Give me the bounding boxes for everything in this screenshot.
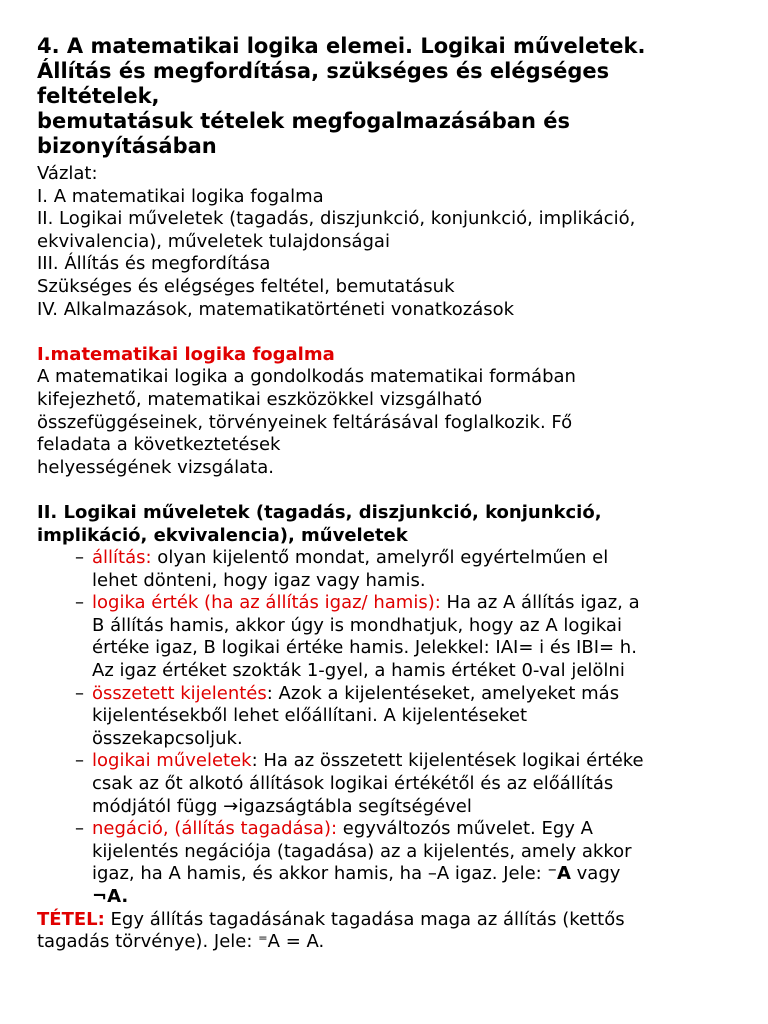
list-item-first-line — [92, 592, 737, 615]
title-line: 4. A matematikai logika elemei. Logikai műveletek. — [37, 34, 646, 58]
section-2 — [37, 502, 737, 909]
list-item-line: értéke igaz, B logikai értéke hamis. Jelekkel: IAI= i és IBI= h. — [92, 637, 637, 659]
term-text: olyan kijelentő mondat, amelyről egyértelműen el — [151, 547, 609, 569]
outline-line: I. A matematikai logika fogalma — [37, 185, 324, 207]
term-text: Ha az A állítás igaz, a — [440, 592, 640, 614]
outline-section — [37, 163, 737, 321]
document-body — [37, 163, 737, 954]
theorem-first-line — [37, 909, 737, 932]
list-item-first-line — [92, 818, 737, 841]
section-2-heading: II. Logikai műveletek (tagadás, diszjunkció, konjunkció, — [37, 501, 602, 523]
bullet-dash: – — [75, 682, 84, 704]
section-1 — [37, 344, 737, 480]
list-item-line — [92, 863, 737, 886]
paragraph-line: feladata a következtetések — [37, 434, 281, 456]
outline-line: IV. Alkalmazások, matematikatörténeti vonatkozások — [37, 298, 515, 320]
term-label: logika érték (ha az állítás igaz/ hamis): — [92, 592, 441, 614]
list-item-line: kijelentésekből lehet előállítani. A kijelentéseket — [92, 705, 528, 727]
outline-label: Vázlat: — [37, 163, 98, 184]
section-2-heading: implikáció, ekvivalencia), műveletek — [37, 524, 408, 546]
theorem-text: tagadás törvénye). Jele: — [37, 931, 259, 953]
bullet-dash: – — [75, 750, 84, 772]
bullet-dash: – — [75, 818, 84, 840]
double-negation-mark: ⁼ — [258, 931, 268, 953]
theorem-text: Egy állítás tagadásának tagadása maga az állítás (kettős — [104, 908, 625, 930]
blank-line — [37, 321, 737, 344]
list-item — [37, 750, 737, 818]
paragraph-line: összefüggéseinek, törvényeinek feltárásával foglalkozik. Fő — [37, 411, 573, 433]
list-item-line: B állítás hamis, akkor úgy is mondhatjuk, hogy az A logikai — [92, 614, 622, 636]
list-item-line: Az igaz értéket szokták 1-gyel, a hamis értéket 0-val jelölni — [92, 660, 625, 682]
term-label: állítás: — [92, 547, 152, 569]
term-label: negáció, (állítás tagadása): — [92, 818, 338, 840]
term-text: : Ha az összetett kijelentések logikai értéke — [251, 750, 644, 772]
paragraph-line: A matematikai logika a gondolkodás matematikai formában — [37, 366, 576, 388]
list-item-first-line — [92, 683, 737, 706]
bullet-dash: – — [75, 592, 84, 614]
sign-line-after: vagy — [570, 863, 621, 885]
term-label: összetett kijelentés — [92, 682, 267, 704]
list-item — [37, 818, 737, 908]
paragraph-line: kifejezhető, matematikai eszközökkel vizsgálható — [37, 388, 483, 410]
negation-formula: ¬A. — [92, 886, 129, 907]
theorem — [37, 909, 737, 954]
theorem-formula: A = A. — [267, 931, 325, 953]
list-item-first-line — [92, 750, 737, 773]
theorem-second-line — [37, 931, 737, 954]
list-item-line: összekapcsoljuk. — [92, 727, 243, 749]
section-1-heading: I.matematikai logika fogalma — [37, 343, 335, 365]
title-line: Állítás és megfordítása, szükséges és elégséges — [37, 59, 610, 83]
list-item — [37, 592, 737, 682]
term-text: : Azok a kijelentéseket, amelyeket más — [266, 682, 620, 704]
theorem-label: TÉTEL: — [37, 908, 105, 930]
title-line: bizonyításában — [37, 134, 217, 158]
list-item-line: csak az őt alkotó állítások logikai értékétől és az előállítás — [92, 773, 614, 795]
negation-mark: ⁻ — [547, 863, 557, 885]
outline-line: II. Logikai műveletek (tagadás, diszjunkció, konjunkció, implikáció, — [37, 208, 636, 230]
term-label: logikai műveletek — [92, 750, 252, 772]
list-item-first-line — [92, 547, 737, 570]
page-title — [37, 34, 645, 159]
title-line: feltételek, — [37, 84, 160, 108]
title-line: bemutatásuk tételek megfogalmazásában és — [37, 109, 570, 133]
paragraph-line: helyességének vizsgálata. — [37, 456, 274, 478]
outline-line: Szükséges és elégséges feltétel, bemutatásuk — [37, 275, 455, 297]
blank-line — [37, 479, 737, 502]
list-item-line: kijelentés negációja (tagadása) az a kijelentés, amely akkor — [92, 840, 632, 862]
list-item — [37, 683, 737, 751]
sign-line-text: igaz, ha A hamis, és akkor hamis, ha –A igaz. Jele: — [92, 863, 548, 885]
list-item-line: módjától függ →igazságtábla segítségével — [92, 795, 472, 817]
outline-line: ekvivalencia), műveletek tulajdonságai — [37, 230, 390, 252]
negation-symbol: A — [556, 863, 571, 885]
outline-line: III. Állítás és megfordítása — [37, 253, 271, 275]
term-text: egyváltozós művelet. Egy A — [337, 818, 593, 840]
bullet-dash: – — [75, 547, 84, 569]
list-item-line: lehet dönteni, hogy igaz vagy hamis. — [92, 569, 426, 591]
list-item — [37, 547, 737, 592]
